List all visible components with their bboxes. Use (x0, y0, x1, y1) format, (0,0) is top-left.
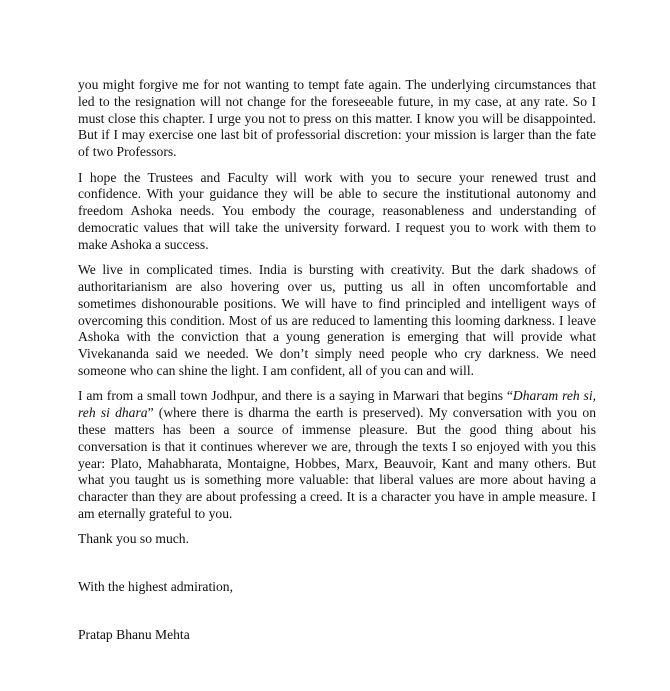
letter-paragraph-1: you might forgive me for not wanting to tempt fate again. The underlying circumstances that led to the resignation will not change for the foreseeable future, in my case, at any rate. So I must close this chapter. I urge you not to press on this matter. I know you will be disappointed. But if I may exercise one last bit of professorial discretion: your mission is larger than the fate of two Professors. (78, 77, 596, 160)
letter-paragraph-3: We live in complicated times. India is bursting with creativity. But the dark shadows of authoritarianism are also hovering over us, putting us all in often uncomfortable and sometimes dishonourable positions. We will have to find principled and intelligent ways of overcoming this condition. Most of us are reduced to lamenting this looming darkness. I leave Ashoka with the conviction that a young generation is emerging that will provide what Vivekananda said we needed. We don’t simply need people who cry darkness. We need someone who can shine the light. I am confident, all of you can and will. (78, 262, 596, 378)
letter-body (78, 77, 596, 644)
letter-paragraph-4 (78, 388, 596, 522)
paragraph-4-rest: ” (where there is dharma the earth is preserved). My conversation with you on these matters has been a source of immense pleasure. But the good thing about his conversation is that it continues wherever we are, through the texts I so enjoyed with you this year: Plato, Mahabharata, Montaigne, Hobbes, Marx, Beauvoir, Kant and many others. But what you taught us is something more valuable: that liberal values are more about having a character than they are about professing a creed. It is a character you have in ample measure. I am eternally grateful to you. (78, 405, 596, 521)
thanks-line: Thank you so much. (78, 531, 190, 547)
closing-line: With the highest admiration, (78, 579, 233, 595)
letter-paragraph-2: I hope the Trustees and Faculty will work with you to secure your renewed trust and confidence. With your guidance they will be able to secure the institutional autonomy and freedom Ashoka needs. You embody the courage, reasonableness and understanding of democratic values that will take the university forward. I request you to work with them to make Ashoka a success. (78, 169, 596, 252)
paragraph-4-intro: I am from a small town Jodhpur, and there is a saying in Marwari that begins “ (78, 388, 513, 404)
marwari-saying: Dharam reh si, reh si dhara (78, 388, 596, 421)
signature-name: Pratap Bhanu Mehta (78, 626, 190, 642)
